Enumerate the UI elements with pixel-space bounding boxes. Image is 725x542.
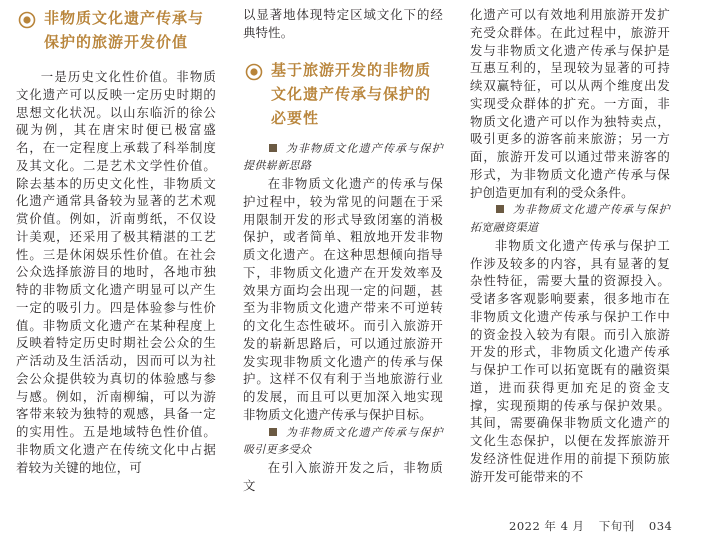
square-marker-icon bbox=[269, 428, 277, 436]
subheading-new-ideas bbox=[243, 140, 443, 176]
body-paragraph: 非物质文化遗产传承与保护工作涉及较多的内容，具有显著的复杂性特征，需要大量的资源投入。受诸多客观影响要素，很多地市在非物质文化遗产传承与保护工作中的资金投入较为有限。而引入旅游开发的形式，非物质文化遗产传承与保护工作可以拓宽既有的融资渠道，进而获得更加充足的资金支撑，实现预期的传承与保护效果。其间，需要确保非物质文化遗产的文化生态保护，以便在发挥旅游开发经济性促进作用的前提下预防旅游开发可能带来的不 bbox=[470, 237, 670, 484]
section-badge-icon bbox=[245, 63, 263, 81]
column-1 bbox=[16, 6, 216, 476]
section-title: 非物质文化遗产传承与保护的旅游开发价值 bbox=[44, 9, 205, 51]
square-marker-icon bbox=[269, 144, 277, 152]
section-heading-value bbox=[16, 6, 216, 54]
body-paragraph: 一是历史文化性价值。非物质文化遗产可以反映一定历史时期的思想文化状况。以山东临沂的徐公砚为例，其在唐宋时便已极富盛名，在一定程度上承载了科举制度及其文化。二是艺术文学性价值。除去基本的历史文化性，非物质文化遗产通常具备较为显著的艺术观赏价值。例如，沂南剪纸，不仅设计美观，还采用了极其精湛的工艺性。三是休闲娱乐性价值。在社会公众选择旅游目的地时，各地市独特的非物质文化遗产明显可以产生一定的吸引力。四是体验参与性价值。非物质文化遗产在某种程度上反映着特定历史时期社会公众的生产活动及生活活动，因而可以为社会公众提供较为真切的体验感与参与感。例如，沂南柳编，可以为游客带来较为独特的观感，具备一定的实用性。五是地域特色性价值。非物质文化遗产在传统文化中占据着较为关键的地位，可 bbox=[16, 69, 216, 475]
page-footer bbox=[509, 518, 682, 534]
square-marker-icon bbox=[496, 205, 504, 213]
section-heading-necessity bbox=[243, 58, 443, 130]
body-paragraph: 在引入旅游开发之后，非物质文 bbox=[243, 460, 443, 493]
footer-date: 2022 年 4 月 bbox=[509, 519, 585, 533]
column-2 bbox=[243, 6, 443, 495]
section-title: 基于旅游开发的非物质文化遗产传承与保护的必要性 bbox=[271, 60, 432, 127]
subheading-audience bbox=[243, 424, 443, 460]
body-paragraph: 在非物质文化遗产的传承与保护过程中，较为常见的问题在于采用限制开发的形式导致闭塞的消极保护，或者简单、粗放地开发非物质文化遗产。在这种思想倾向指导下，非物质文化遗产在开发效率及效果方面均会出现一定的问题，甚至为非物质文化遗产带来不可逆转的文化生态性破坏。而引入旅游开发的崭新思路后，可以通过旅游开发实现非物质文化遗产的传承与保护。这样不仅有利于当地旅游行业的发展，而且可以更加深入地实现非物质文化遗产传承与保护目标。 bbox=[243, 176, 443, 422]
subheading-financing bbox=[470, 201, 670, 237]
footer-page-number: 034 bbox=[648, 519, 673, 533]
column-3 bbox=[470, 6, 670, 485]
footer-issue: 下旬刊 bbox=[598, 519, 635, 533]
section-badge-icon bbox=[18, 11, 36, 29]
subheading-text: 为非物质文化遗产传承与保护拓宽融资渠道 bbox=[470, 203, 670, 234]
body-paragraph-continued: 化遗产可以有效地利用旅游开发扩充受众群体。在此过程中，旅游开发与非物质文化遗产传承与保护是互惠互利的，呈现较为显著的可持续双赢特征，可以从两个维度出发实现受众群体的扩充。一方面，非物质文化遗产可以作为独特卖点，吸引更多的游客前来旅游；另一方面，旅游开发可以通过带来游客的形式，为非物质文化遗产传承与保护创造更加有利的受众条件。 bbox=[470, 7, 670, 200]
subheading-text: 为非物质文化遗产传承与保护提供崭新思路 bbox=[243, 141, 443, 173]
subheading-text: 为非物质文化遗产传承与保护吸引更多受众 bbox=[243, 425, 443, 457]
body-paragraph-continued: 以显著地体现特定区域文化下的经典特性。 bbox=[243, 7, 443, 40]
